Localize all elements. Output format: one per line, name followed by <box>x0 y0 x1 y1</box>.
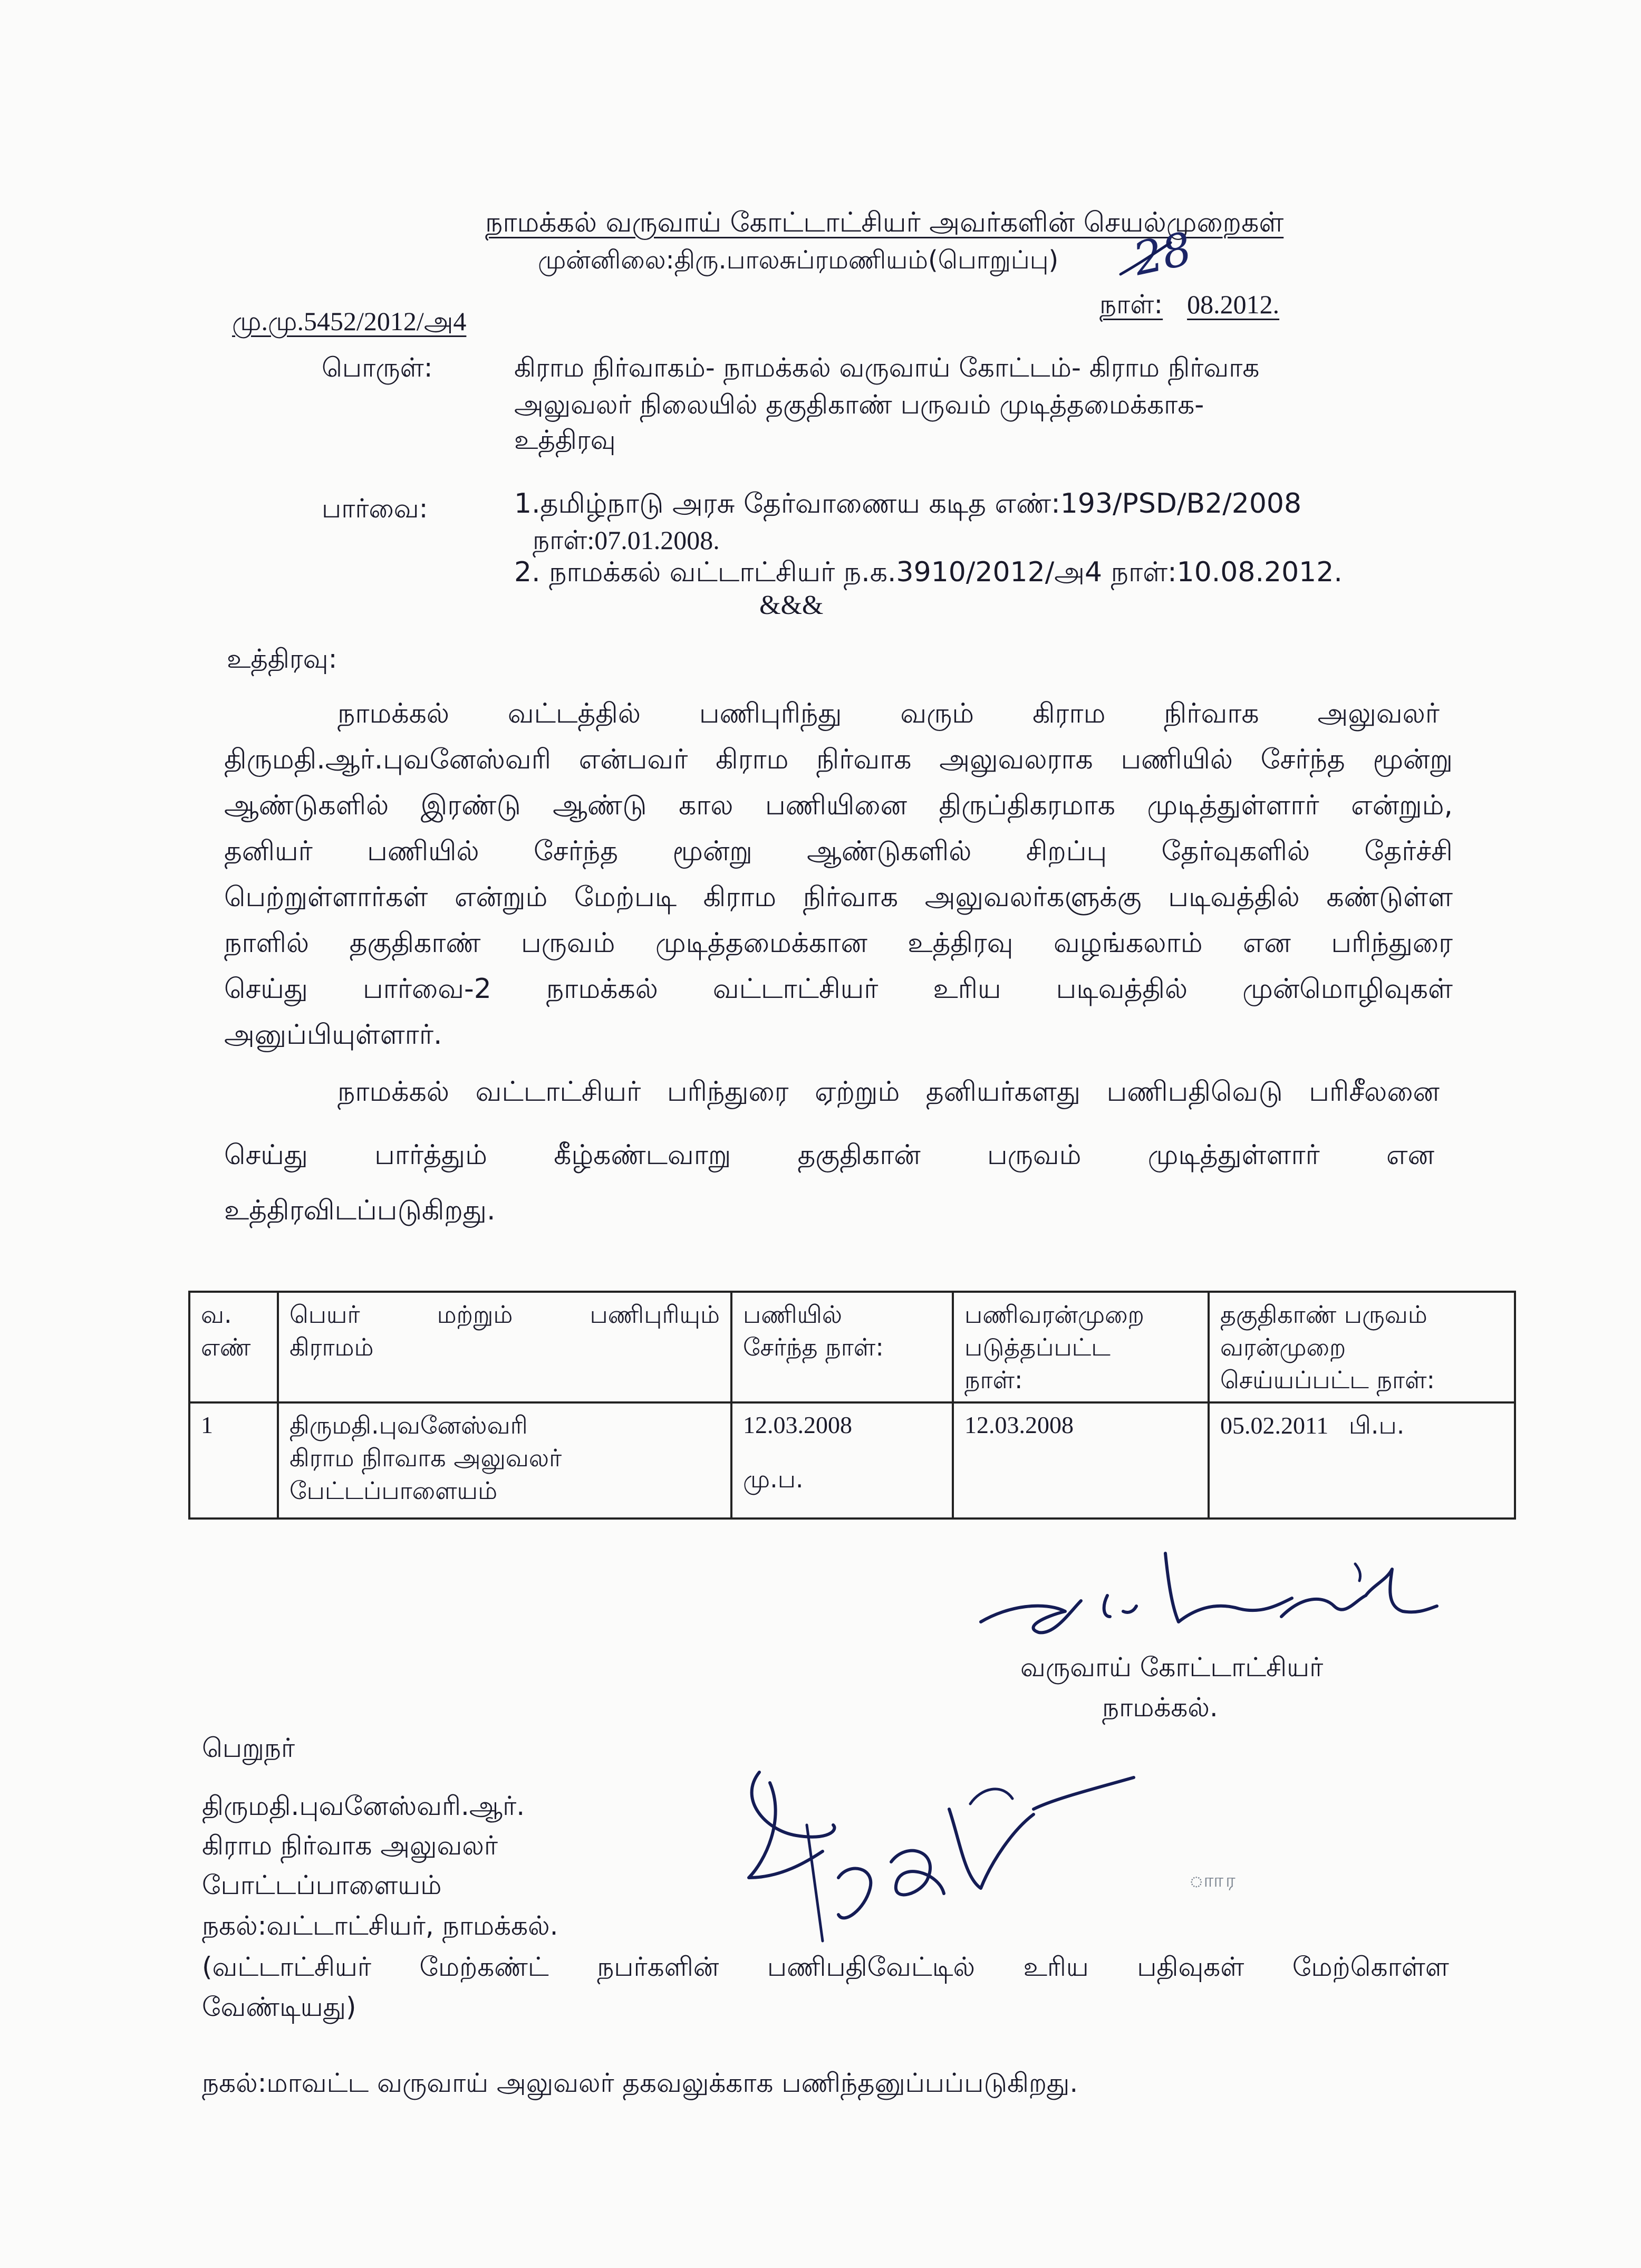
handwritten-date-underline <box>1118 232 1176 280</box>
copy-to-tahsildar: நகல்:வட்டாட்சியர், நாமக்கல். <box>202 1910 558 1941</box>
word: முன்மொழிவுகள் <box>1242 973 1453 1005</box>
cell-join-date <box>731 1402 953 1519</box>
word: பதிவுகள் <box>1137 1952 1244 1982</box>
reference-item-2: 2. நாமக்கல் வட்டாட்சியர் ந.க.3910/2012/அ4 நாள்:10.08.2012. <box>514 556 1343 588</box>
word: என <box>1242 927 1291 959</box>
word: பார்வை-2 <box>362 973 491 1005</box>
date-label: நாள்: <box>1099 289 1163 320</box>
word: வழங்கலாம் <box>1053 927 1203 959</box>
word: மேற்கண்ட் <box>419 1952 549 1982</box>
header-text: சேர்ந்த நாள்: <box>743 1333 884 1361</box>
word: பார்த்தும் <box>374 1139 487 1171</box>
word: நாமக்கல் <box>337 1076 450 1108</box>
handwritten-date-day: 28 <box>1128 222 1196 286</box>
cell-regularized-date <box>953 1402 1209 1519</box>
header-text: படுத்தப்பட்ட <box>964 1333 1111 1361</box>
stamp-mark: ாார <box>1189 1870 1238 1891</box>
word: தகுதிகான் <box>797 1139 921 1171</box>
header-text: நாள்: <box>964 1366 1023 1394</box>
cell-line: பேட்டப்பாளையம் <box>289 1476 498 1505</box>
paragraph1-line-5 <box>224 881 1453 917</box>
word: வட்டத்தில் <box>507 698 641 729</box>
word: கால <box>678 790 733 821</box>
header-text: எண் <box>201 1333 251 1361</box>
paragraph1-line-6 <box>224 927 1453 963</box>
cell-date: 12.03.2008 <box>743 1411 852 1438</box>
word: அலுவலர்களுக்கு <box>924 881 1142 913</box>
subject-line-1: கிராம நிர்வாகம்- நாமக்கல் வருவாய் கோட்டம்- கிராம நிர்வாக <box>514 352 1260 383</box>
word: நாளில் <box>224 927 310 959</box>
cell-probation-date <box>1209 1402 1515 1519</box>
word: படிவத்தில் <box>1056 973 1188 1005</box>
word: தேர்ச்சி <box>1364 835 1453 867</box>
word: உரிய <box>933 973 1001 1005</box>
header-text: பணியில் <box>743 1300 843 1329</box>
word: என்றும் <box>454 881 548 913</box>
word: மூன்று <box>1373 744 1453 775</box>
word: நிர்வாக <box>803 881 899 913</box>
word: சிறப்பு <box>1026 835 1107 867</box>
word: பணிபுரிந்து <box>699 698 842 729</box>
word: முடித்தமைக்கான <box>655 927 867 959</box>
header-name <box>278 1292 731 1402</box>
word: முடித்துள்ளார் <box>1147 1139 1320 1171</box>
recipient-line: திருமதி.புவனேஸ்வரி.ஆர். <box>202 1791 525 1821</box>
header-text: செய்யப்பட்ட நாள்: <box>1220 1366 1435 1394</box>
word: செய்து <box>224 1139 308 1171</box>
header-probation-date <box>1209 1292 1515 1402</box>
word: திருப்திகரமாக <box>939 790 1115 821</box>
word: பணியில் <box>367 835 479 867</box>
references-label: பார்வை: <box>322 493 428 524</box>
reference-number: மு.மு.5452/2012/அ4 <box>232 306 467 336</box>
paragraph2-end: உத்திரவிடப்படுகிறது. <box>224 1195 496 1226</box>
page-title: நாமக்கல் வருவாய் கோட்டாட்சியர் அவர்களின் செயல்முறைகள் <box>485 207 1284 238</box>
signatory-title: வருவாய் கோட்டாட்சியர் <box>1020 1652 1324 1683</box>
header-text: பணிவரன்முறை <box>964 1300 1144 1329</box>
word: ஆண்டுகளில் <box>807 835 972 867</box>
word: கண்டுள்ள <box>1326 881 1453 913</box>
word: என்பவர் <box>578 744 688 775</box>
cell-note: மு.ப. <box>743 1465 804 1493</box>
presence-line: முன்னிலை:திரு.பாலசுப்ரமணியம்(பொறுப்பு) <box>538 245 1059 275</box>
cell-note: பி.ப. <box>1348 1411 1405 1439</box>
word: அலுவலராக <box>939 744 1093 775</box>
word: என <box>1386 1139 1434 1171</box>
word: அலுவலர் <box>1317 698 1440 729</box>
word: சேர்ந்த <box>533 835 619 867</box>
word: தனியர்களது <box>925 1076 1081 1108</box>
word: பருவம் <box>987 1139 1082 1171</box>
header-join-date <box>731 1292 953 1402</box>
copy-to-tahsildar-note-end: வேண்டியது) <box>202 1992 356 2022</box>
word: கிராம <box>1032 698 1106 729</box>
subject-line-2: அலுவலர் நிலையில் தகுதிகாண் பருவம் முடித்தமைக்காக- <box>514 389 1204 420</box>
subject-line-3: உத்திரவு <box>514 425 616 455</box>
table-header-row <box>189 1292 1515 1402</box>
word: திருமதி.ஆர்.புவனேஸ்வரி <box>224 744 552 775</box>
cell-line: கிராம நிாவாக அலுவலர் <box>289 1444 562 1472</box>
word: பருவம் <box>520 927 615 959</box>
header-text: வரன்முறை <box>1220 1333 1346 1361</box>
word: சேர்ந்த <box>1260 744 1345 775</box>
word: பணிபதிவெடு <box>1106 1076 1283 1108</box>
word: நாமக்கல் <box>337 698 450 729</box>
word: தனியர் <box>224 835 313 867</box>
word: பணியில் <box>1121 744 1233 775</box>
word: ஆண்டு <box>553 790 647 821</box>
cell-sno: 1 <box>189 1402 278 1519</box>
word: படிவத்தில் <box>1168 881 1300 913</box>
copy-to-dro: நகல்:மாவட்ட வருவாய் அலுவலர் தகவலுக்காக பணிந்தனுப்பப்படுகிறது. <box>202 2068 1078 2098</box>
header-regularized-date <box>953 1292 1209 1402</box>
paragraph1-line-3 <box>224 790 1453 825</box>
header-text: தகுதிகாண் பருவம் <box>1220 1300 1427 1329</box>
word: உத்திரவு <box>908 927 1013 959</box>
word: என்றும், <box>1351 790 1453 821</box>
word: முடித்துள்ளார் <box>1147 790 1319 821</box>
paragraph1-line-1 <box>337 698 1440 733</box>
reference-separator: &&& <box>759 590 824 620</box>
word: நிர்வாக <box>1164 698 1259 729</box>
word: நபர்களின் <box>597 1952 719 1982</box>
word: வட்டாட்சியர் <box>712 973 879 1005</box>
word: தேர்வுகளில் <box>1161 835 1310 867</box>
word: பணிபதிவேட்டில் <box>767 1952 976 1982</box>
recipient-line: போட்டப்பாளையம் <box>202 1870 442 1900</box>
signatory-place: நாமக்கல். <box>1102 1692 1218 1723</box>
word: மேற்படி <box>574 881 677 913</box>
paragraph1-line-2 <box>224 744 1453 779</box>
table-row <box>189 1402 1515 1519</box>
word: நிர்வாக <box>816 744 912 775</box>
word: கிராம <box>703 881 777 913</box>
cell-line: திருமதி.புவனேஸ்வரி <box>289 1411 528 1439</box>
date-value: 08.2012. <box>1187 290 1280 319</box>
cell-name <box>278 1402 731 1519</box>
header-text: கிராமம் <box>289 1333 374 1361</box>
word: வரும் <box>900 698 974 729</box>
reference-item-1: 1.தமிழ்நாடு அரசு தேர்வாணைய கடித எண்:193/PSD/B2/2008 <box>514 488 1302 520</box>
word: ஏற்றும் <box>815 1076 900 1108</box>
word: நாமக்கல் <box>546 973 658 1005</box>
header-sno <box>189 1292 278 1402</box>
recipient-label: பெறுநர் <box>202 1733 295 1763</box>
word: இரண்டு <box>420 790 521 821</box>
word: வட்டாட்சியர் <box>475 1076 641 1108</box>
header-text: வ. <box>201 1300 232 1329</box>
word: பரிசீலனை <box>1309 1076 1440 1108</box>
word: பரிந்துரை <box>667 1076 789 1108</box>
word: பரிந்துரை <box>1331 927 1453 959</box>
word: கீழ்கண்டவாறு <box>554 1139 731 1171</box>
word: உரிய <box>1023 1952 1089 1982</box>
date-field <box>1099 289 1279 323</box>
word: மூன்று <box>672 835 752 867</box>
header-text: பெயர் மற்றும் பணிபுரியும் <box>289 1300 720 1329</box>
word: மேற்கொள்ள <box>1292 1952 1449 1982</box>
word: செய்து <box>224 973 308 1005</box>
recipient-line: கிராம நிர்வாக அலுவலர் <box>202 1830 498 1861</box>
paragraph1-line-7 <box>224 973 1453 1008</box>
cell-date: 12.03.2008 <box>964 1411 1074 1438</box>
paragraph1-end: அனுப்பியுள்ளார். <box>224 1019 442 1051</box>
word: (வட்டாட்சியர் <box>202 1952 372 1982</box>
order-label: உத்திரவு: <box>227 643 337 674</box>
word: ஆண்டுகளில் <box>224 790 389 821</box>
subject-label: பொருள்: <box>322 352 433 383</box>
word: கிராம <box>716 744 789 775</box>
cell-date: 05.02.2011 <box>1220 1412 1329 1439</box>
paragraph2-line-1 <box>337 1076 1440 1111</box>
paragraph2-line-2 <box>224 1139 1434 1175</box>
word: பெற்றுள்ளார்கள் <box>224 881 428 913</box>
paragraph1-line-4 <box>224 835 1453 871</box>
reference-item-1-date: நாள்:07.01.2008. <box>533 525 720 555</box>
copy-to-tahsildar-note <box>202 1952 1449 1986</box>
probation-table <box>188 1291 1516 1520</box>
word: தகுதிகாண் <box>349 927 481 959</box>
word: பணியினை <box>765 790 908 821</box>
